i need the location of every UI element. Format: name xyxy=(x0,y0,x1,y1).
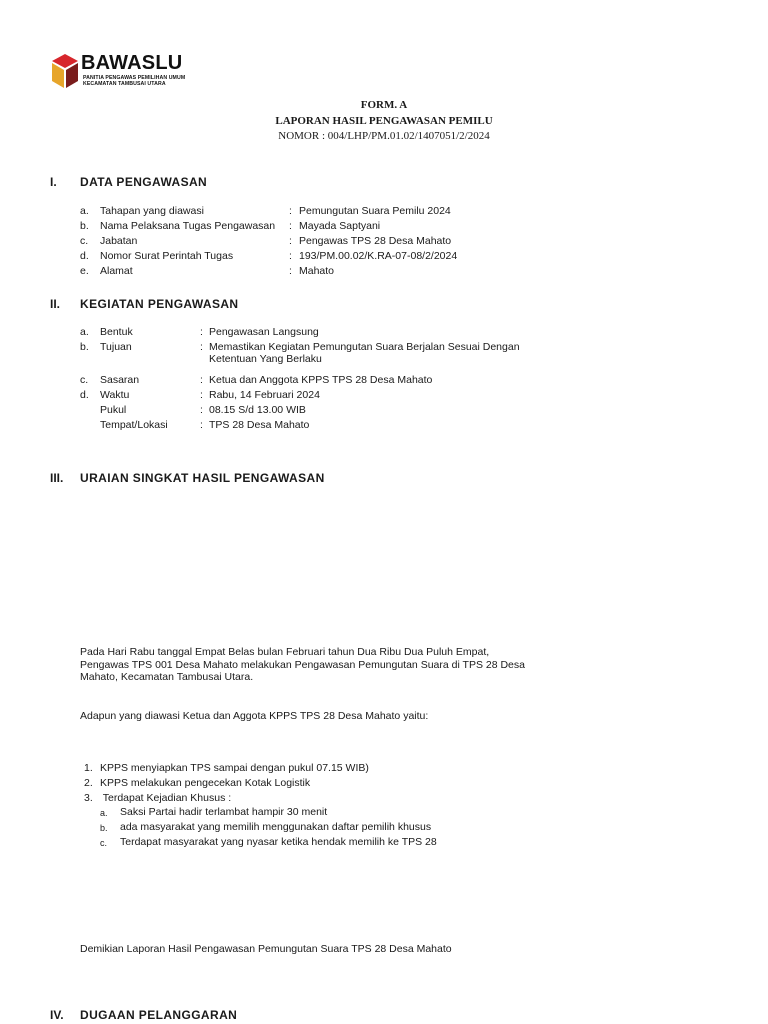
row-label: Waktu xyxy=(100,389,130,401)
section-number: I. xyxy=(50,175,57,189)
sub-list-text: ada masyarakat yang memilih menggunakan daftar pemilih khusus xyxy=(120,821,432,833)
list-number: 2. xyxy=(84,777,93,789)
row-letter: d. xyxy=(80,389,89,401)
section-number: II. xyxy=(50,297,61,311)
row-value: Rabu, 14 Februari 2024 xyxy=(209,389,320,401)
row-label: Tujuan xyxy=(100,341,132,353)
bawaslu-emblem-icon xyxy=(50,52,80,90)
row-label: Nomor Surat Perintah Tugas xyxy=(100,250,234,262)
row-label: Alamat xyxy=(100,265,133,277)
logo-wordmark: BAWASLU xyxy=(81,52,183,74)
row-value: Pemungutan Suara Pemilu 2024 xyxy=(299,205,451,217)
row-colon: : xyxy=(289,205,292,217)
sub-list-text: Terdapat masyarakat yang nyasar ketika hendak memilih ke TPS 28 xyxy=(120,836,437,848)
section-title: KEGIATAN PENGAWASAN xyxy=(80,297,239,311)
row-letter: d. xyxy=(80,250,89,262)
logo-subtitle-line1: PANITIA PENGAWAS PEMILIHAN UMUM xyxy=(83,75,186,81)
row-value: 193/PM.00.02/K.RA-07-08/2/2024 xyxy=(299,250,458,262)
document-number: NOMOR : 004/LHP/PM.01.02/1407051/2/2024 xyxy=(278,130,490,142)
closing-statement: Demikian Laporan Hasil Pengawasan Pemungutan Suara TPS 28 Desa Mahato xyxy=(80,943,452,955)
document-title: LAPORAN HASIL PENGAWASAN PEMILU xyxy=(275,115,493,127)
sub-list-letter: c. xyxy=(100,838,108,848)
row-value: Mahato xyxy=(299,265,335,277)
list-number: 3. xyxy=(84,792,93,804)
report-paragraph xyxy=(80,646,540,684)
section-title: DUGAAN PELANGGARAN xyxy=(80,1008,238,1022)
row-value: Pengawas TPS 28 Desa Mahato xyxy=(299,235,452,247)
row-colon: : xyxy=(200,326,203,338)
list-text: KPPS melakukan pengecekan Kotak Logistik xyxy=(100,777,311,789)
row-letter: c. xyxy=(80,374,89,386)
row-colon: : xyxy=(289,265,292,277)
row-value-continuation: Ketentuan Yang Berlaku xyxy=(209,353,322,365)
section-title: DATA PENGAWASAN xyxy=(80,175,208,189)
row-letter: b. xyxy=(80,341,89,353)
row-letter: b. xyxy=(80,220,89,232)
sub-list-letter: b. xyxy=(100,823,108,833)
sub-list-letter: a. xyxy=(100,808,108,818)
paragraph-line: Mahato, Kecamatan Tambusai Utara. xyxy=(80,671,254,683)
list-number: 1. xyxy=(84,762,93,774)
paragraph-line: Pengawas TPS 001 Desa Mahato melakukan Pengawasan Pemungutan Suara di TPS 28 Desa xyxy=(80,658,525,671)
logo-subtitle-line2: KECAMATAN TAMBUSAI UTARA xyxy=(83,81,166,87)
row-colon: : xyxy=(289,235,292,247)
row-value: Mayada Saptyani xyxy=(299,220,381,232)
row-value: Ketua dan Anggota KPPS TPS 28 Desa Mahato xyxy=(209,374,433,386)
row-colon: : xyxy=(200,419,203,431)
row-label: Bentuk xyxy=(100,326,133,338)
row-label: Jabatan xyxy=(100,235,138,247)
row-label: Sasaran xyxy=(100,374,140,386)
row-value: Memastikan Kegiatan Pemungutan Suara Berjalan Sesuai Dengan xyxy=(209,341,520,353)
section-title: URAIAN SINGKAT HASIL PENGAWASAN xyxy=(80,471,325,485)
paragraph-line: Pada Hari Rabu tanggal Empat Belas bulan Februari tahun Dua Ribu Dua Puluh Empat, xyxy=(80,646,490,658)
row-label: Pukul xyxy=(100,404,127,416)
list-text: KPPS menyiapkan TPS sampai dengan pukul 07.15 WIB) xyxy=(100,762,369,774)
bawaslu-logo xyxy=(50,52,190,92)
row-colon: : xyxy=(200,341,203,353)
row-colon: : xyxy=(200,374,203,386)
row-colon: : xyxy=(200,389,203,401)
row-value: 08.15 S/d 13.00 WIB xyxy=(209,404,306,416)
row-letter: a. xyxy=(80,326,89,338)
section-number: IV. xyxy=(50,1008,64,1022)
row-label: Tahapan yang diawasi xyxy=(100,205,204,217)
intro-paragraph: Adapun yang diawasi Ketua dan Aggota KPPS TPS 28 Desa Mahato yaitu: xyxy=(80,710,429,722)
row-value: Pengawasan Langsung xyxy=(209,326,319,338)
row-value: TPS 28 Desa Mahato xyxy=(209,419,310,431)
section-number: III. xyxy=(50,471,64,485)
row-label: Tempat/Lokasi xyxy=(100,419,168,431)
row-letter: c. xyxy=(80,235,89,247)
row-letter: e. xyxy=(80,265,89,277)
row-letter: a. xyxy=(80,205,89,217)
row-colon: : xyxy=(289,220,292,232)
list-text: Terdapat Kejadian Khusus : xyxy=(100,792,232,804)
sub-list-text: Saksi Partai hadir terlambat hampir 30 menit xyxy=(120,806,328,818)
row-label: Nama Pelaksana Tugas Pengawasan xyxy=(100,220,276,232)
row-colon: : xyxy=(289,250,292,262)
row-colon: : xyxy=(200,404,203,416)
form-code: FORM. A xyxy=(360,99,408,111)
